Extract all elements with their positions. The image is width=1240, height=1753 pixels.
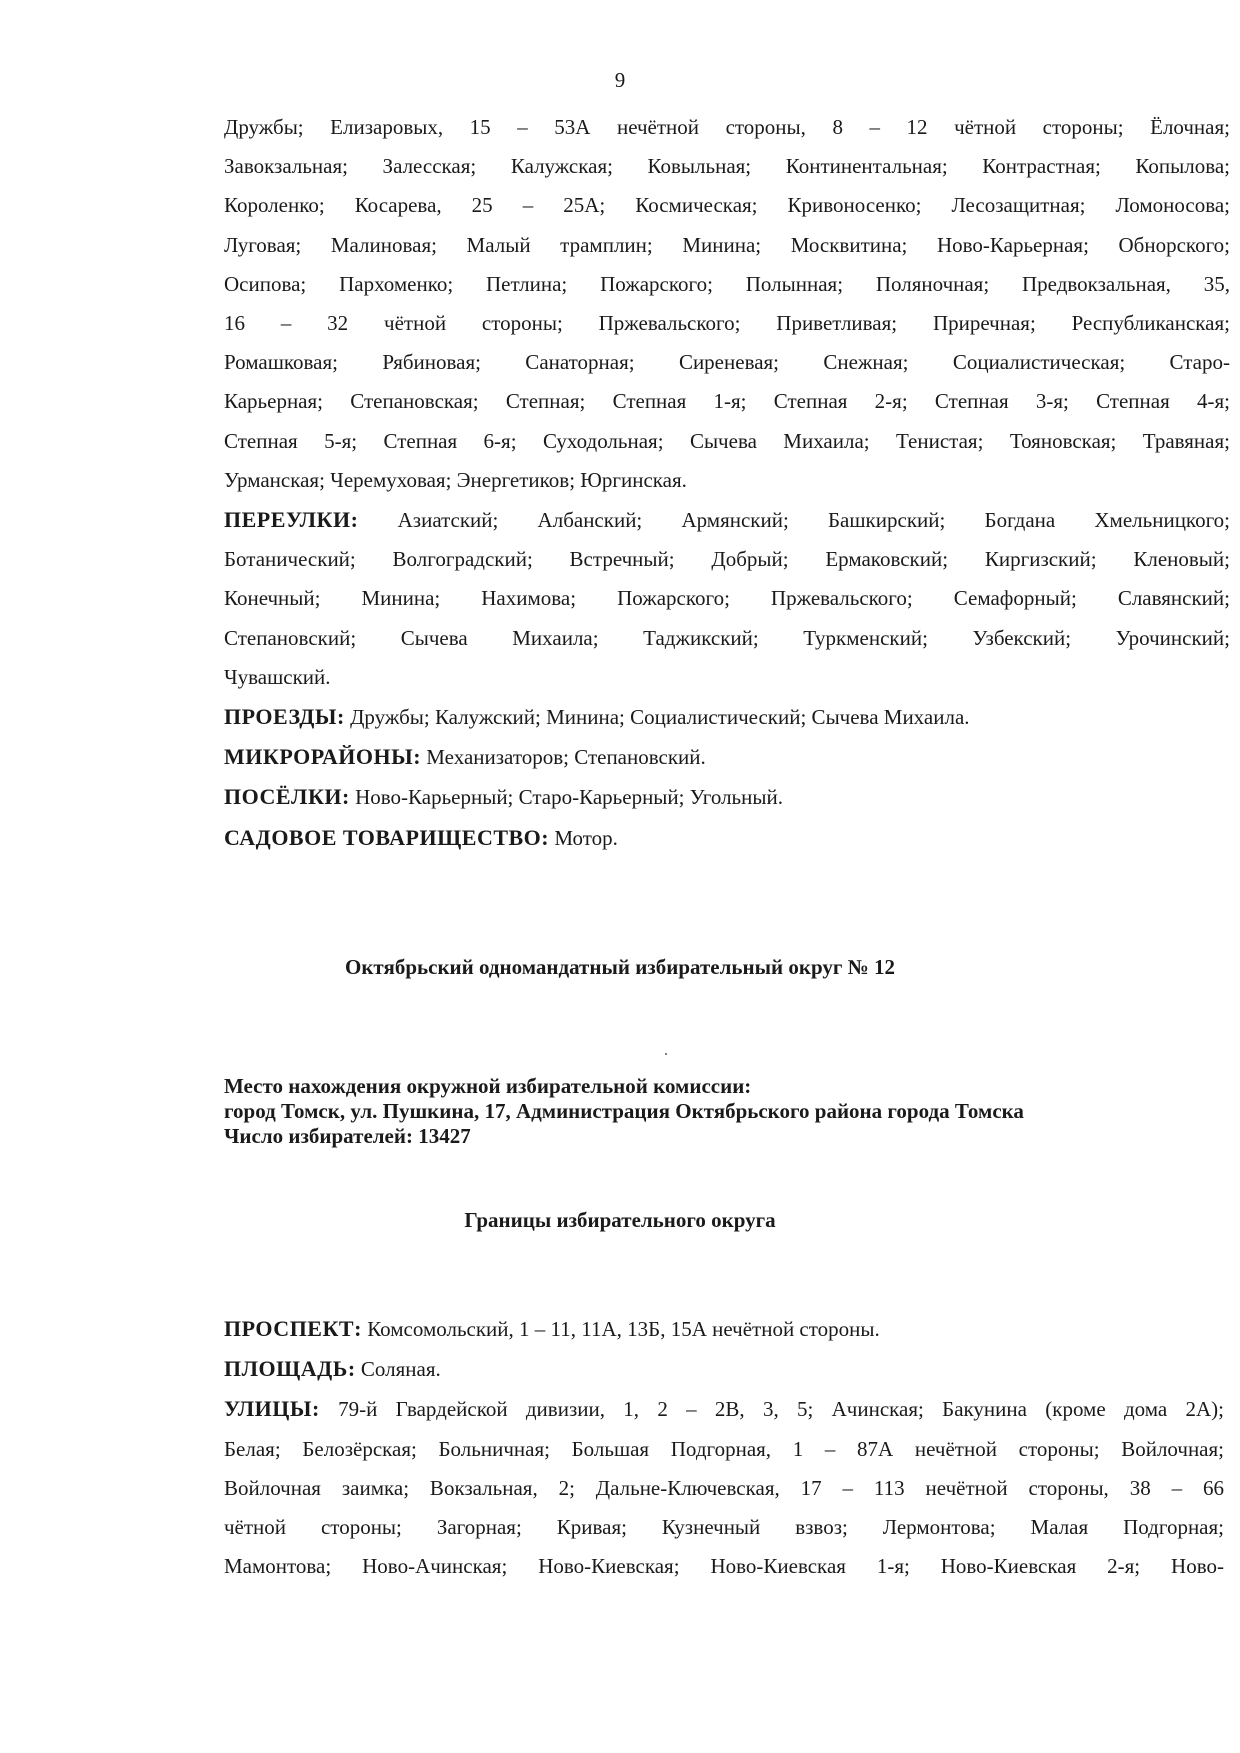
text-line: Мамонтова; Ново-Ачинская; Ново-Киевская; Ново-Киевская 1-я; Ново-Киевская 2-я; Ново-: [224, 1554, 1224, 1579]
ulitsy-label: УЛИЦЫ:: [224, 1396, 320, 1422]
proezdy-label: ПРОЕЗДЫ:: [224, 704, 345, 730]
okrug-heading: Октябрьский одномандатный избирательный округ № 12: [345, 955, 895, 979]
page-number: 9: [614, 68, 626, 92]
prospekt-section: [224, 1309, 1224, 1349]
text-line: Степановский; Сычева Михаила; Таджикский; Туркменский; Узбекский; Урочинский;: [224, 625, 1230, 650]
mikrorayony-label: МИКРОРАЙОНЫ:: [224, 744, 422, 770]
text-line: Короленко; Косарева, 25 – 25А; Космическая; Кривоносенко; Лесозащитная; Ломоносова;: [224, 193, 1230, 218]
commission-info: [224, 1074, 1024, 1149]
text-line: Ботанический; Волгоградский; Встречный; Добрый; Ермаковский; Киргизский; Кленовый;: [224, 547, 1230, 572]
proezdy-text: Дружбы; Калужский; Минина; Социалистический; Сычева Михаила.: [344, 705, 970, 730]
scan-dot: [665, 1053, 667, 1055]
text-line: Карьерная; Степановская; Степная; Степная 1-я; Степная 2-я; Степная 3-я; Степная 4-я;: [224, 389, 1230, 414]
text-line: [224, 1389, 1224, 1429]
pereulki-label: ПЕРЕУЛКИ:: [224, 507, 359, 533]
text-line: Урманская; Черемуховая; Энергетиков; Юргинская.: [224, 467, 687, 492]
text-line: Конечный; Минина; Нахимова; Пожарского; Пржевальского; Семафорный; Славянский;: [224, 586, 1230, 611]
text-line: Белая; Белозёрская; Больничная; Большая Подгорная, 1 – 87А нечётной стороны; Войлочная;: [224, 1436, 1224, 1461]
text-line: [224, 500, 1230, 540]
ploshchad-section: [224, 1349, 1224, 1389]
poselki-section: [224, 777, 1230, 817]
text-line: Осипова; Пархоменко; Петлина; Пожарского; Полынная; Поляночная; Предвокзальная, 35,: [224, 271, 1230, 296]
district-12-borders: [224, 1309, 1224, 1586]
borders-heading: Границы избирательного округа: [464, 1208, 776, 1232]
text-line: чётной стороны; Загорная; Кривая; Кузнечный взвоз; Лермонтова; Малая Подгорная;: [224, 1515, 1224, 1540]
text-line: Завокзальная; Залесская; Калужская; Ковыльная; Континентальная; Контрастная; Копылова;: [224, 154, 1230, 179]
poselki-text: Ново-Карьерный; Старо-Карьерный; Угольный.: [349, 785, 783, 810]
streets-continued: [224, 108, 1230, 500]
sadovoe-section: [224, 818, 1230, 858]
text-line: 16 – 32 чётной стороны; Пржевальского; Приветливая; Приречная; Республиканская;: [224, 311, 1230, 336]
proezdy-section: [224, 697, 1230, 737]
ulitsy-text: 79-й Гвардейской дивизии, 1, 2 – 2В, 3, 5; Ачинская; Бакунина (кроме дома 2А);: [319, 1397, 1224, 1422]
ulitsy-section: [224, 1389, 1224, 1586]
text-line: Дружбы; Елизаровых, 15 – 53А нечётной стороны, 8 – 12 чётной стороны; Ёлочная;: [224, 115, 1230, 139]
ploshchad-text: Соляная.: [355, 1357, 441, 1382]
mikrorayony-text: Механизаторов; Степановский.: [421, 745, 706, 770]
text-line: Чувашский.: [224, 664, 331, 689]
text-line: Ромашковая; Рябиновая; Санаторная; Сиреневая; Снежная; Социалистическая; Старо-: [224, 350, 1230, 375]
pereulki-section: [224, 500, 1230, 697]
ploshchad-label: ПЛОЩАДЬ:: [224, 1356, 356, 1382]
text-line: Степная 5-я; Степная 6-я; Суходольная; Сычева Михаила; Тенистая; Тояновская; Травяная;: [224, 428, 1230, 453]
sadovoe-label: САДОВОЕ ТОВАРИЩЕСТВО:: [224, 824, 550, 850]
text-line: Войлочная заимка; Вокзальная, 2; Дальне-Ключевская, 17 – 113 нечётной стороны, 38 – 66: [224, 1475, 1224, 1500]
voters-count: Число избирателей: 13427: [224, 1124, 471, 1148]
district-11-continuation: [224, 108, 1230, 858]
text-line: Луговая; Малиновая; Малый трамплин; Минина; Москвитина; Ново-Карьерная; Обнорского;: [224, 232, 1230, 257]
poselki-label: ПОСЁЛКИ:: [224, 784, 350, 810]
mikrorayony-section: [224, 737, 1230, 777]
prospekt-label: ПРОСПЕКТ:: [224, 1316, 362, 1341]
commission-address: город Томск, ул. Пушкина, 17, Администрация Октябрьского района города Томска: [224, 1099, 1024, 1123]
sadovoe-text: Мотор.: [549, 825, 618, 850]
prospekt-text: Комсомольский, 1 – 11, 11А, 13Б, 15А нечётной стороны.: [361, 1317, 880, 1341]
commission-location-label: Место нахождения окружной избирательной комиссии:: [224, 1074, 752, 1098]
pereulki-text: Азиатский; Албанский; Армянский; Башкирский; Богдана Хмельницкого;: [358, 508, 1230, 533]
